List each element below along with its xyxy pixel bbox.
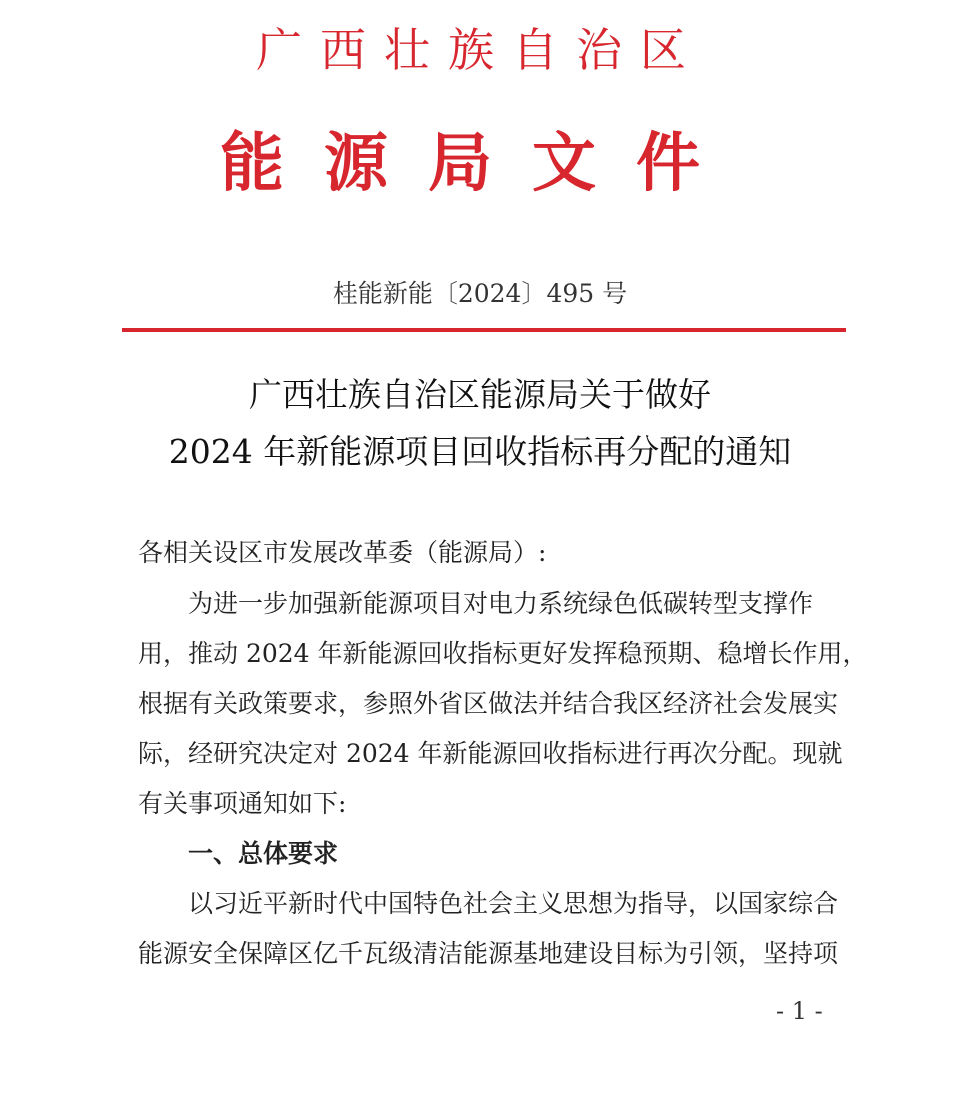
red-divider-line	[122, 328, 846, 332]
issuer-header-line1: 广西壮族自治区	[256, 23, 704, 77]
paragraph1-line: 为进一步加强新能源项目对电力系统绿色低碳转型支撑作	[188, 589, 814, 618]
paragraph1-line: 用，推动 2024 年新能源回收指标更好发挥稳预期、稳增长作用，	[138, 639, 868, 668]
page-number: - 1 -	[776, 997, 823, 1025]
paragraph2-line: 能源安全保障区亿千瓦级清洁能源基地建设目标为引领，坚持项	[138, 939, 839, 968]
section1-heading: 一、总体要求	[188, 839, 339, 868]
salutation: 各相关设区市发展改革委（能源局）:	[138, 538, 547, 567]
paragraph2-line: 以习近平新时代中国特色社会主义思想为指导，以国家综合	[188, 889, 839, 918]
paragraph1-line: 有关事项通知如下:	[138, 789, 347, 818]
document-title-line2: 2024 年新能源项目回收指标再分配的通知	[168, 432, 792, 471]
document-title-line1: 广西壮族自治区能源局关于做好	[249, 375, 711, 414]
document-number: 桂能新能〔2024〕495 号	[332, 279, 628, 308]
paragraph1-line: 根据有关政策要求，参照外省区做法并结合我区经济社会发展实	[138, 689, 839, 718]
issuer-header-line2: 能源局文件	[220, 126, 740, 201]
paragraph1-line: 际，经研究决定对 2024 年新能源回收指标进行再次分配。现就	[138, 739, 843, 768]
